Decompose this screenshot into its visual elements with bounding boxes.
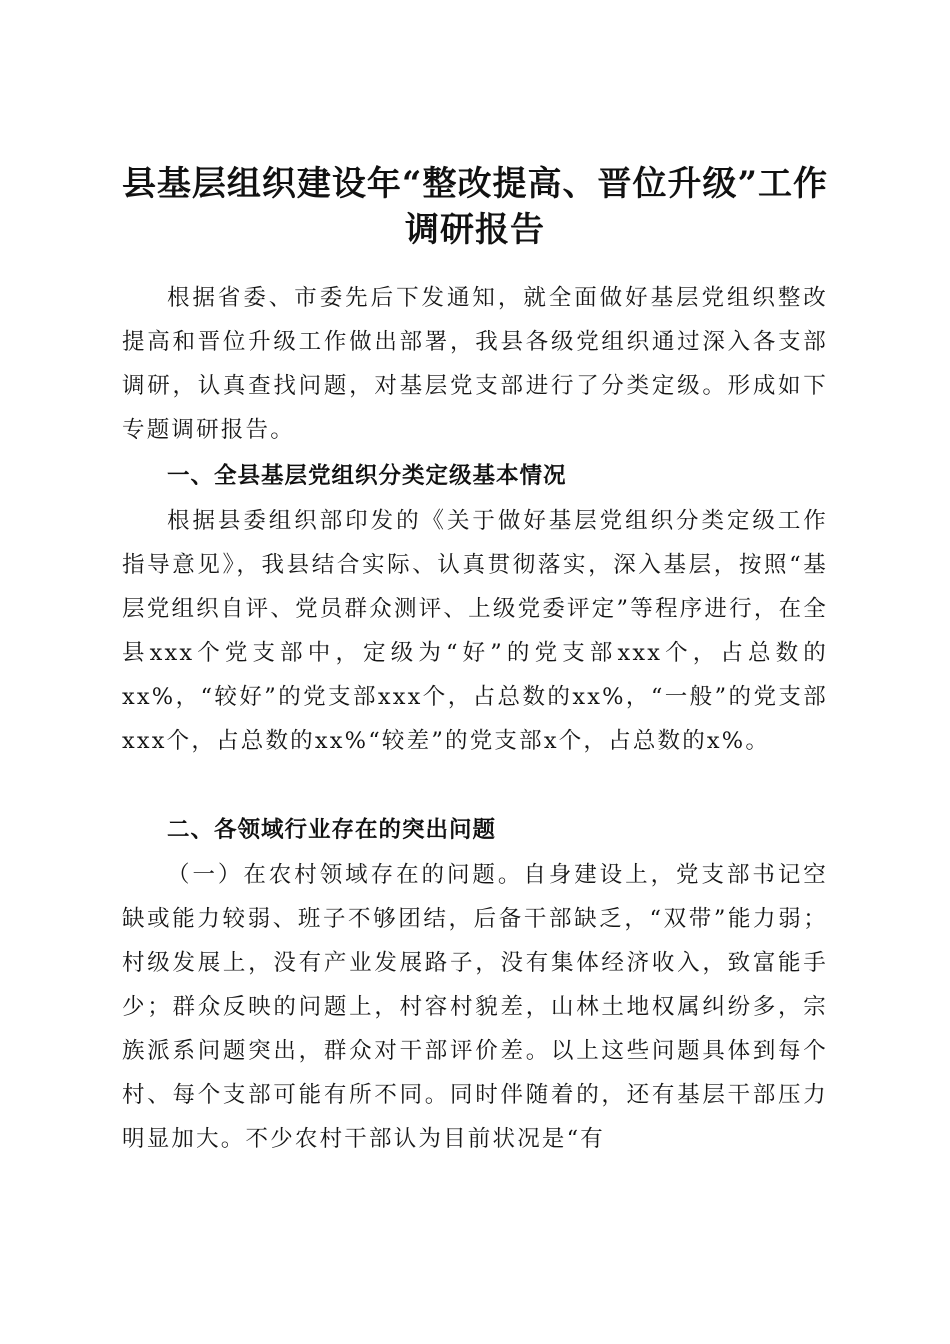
intro-paragraph: 根据省委、市委先后下发通知，就全面做好基层党组织整改提高和晋位升级工作做出部署，我县各级党组织通过深入各支部调研，认真查找问题，对基层党支部进行了分类定级。形成如下专题调研报告。 <box>122 285 828 443</box>
section-heading-2: 二、各领域行业存在的突出问题 <box>167 817 497 843</box>
section2-paragraph: （一）在农村领域存在的问题。自身建设上，党支部书记空缺或能力较弱、班子不够团结，后备干部缺乏，“双带”能力弱；村级发展上，没有产业发展路子，没有集体经济收入，致富能手少；群众反映的问题上，村容村貌差，山林土地权属纠纷多，宗族派系问题突出，群众对干部评价差。以上这些问题具体到每个村、每个支部可能有所不同。同时伴随着的，还有基层干部压力明显加大。不少农村干部认为目前状况是“有 <box>122 862 828 1152</box>
section1-paragraph: 根据县委组织部印发的《关于做好基层党组织分类定级工作指导意见》，我县结合实际、认真贯彻落实，深入基层，按照“基层党组织自评、党员群众测评、上级党委评定”等程序进行，在全县xxx个党支部中，定级为“好”的党支部xxx个，占总数的xx%，“较好”的党支部xxx个，占总数的xx%，“一般”的党支部xxx个，占总数的xx%“较差”的党支部x个，占总数的x%。 <box>122 508 828 754</box>
document-title: 县基层组织建设年“整改提高、晋位升级”工作调研报告 <box>121 163 829 250</box>
section-heading-1: 一、全县基层党组织分类定级基本情况 <box>167 463 567 489</box>
